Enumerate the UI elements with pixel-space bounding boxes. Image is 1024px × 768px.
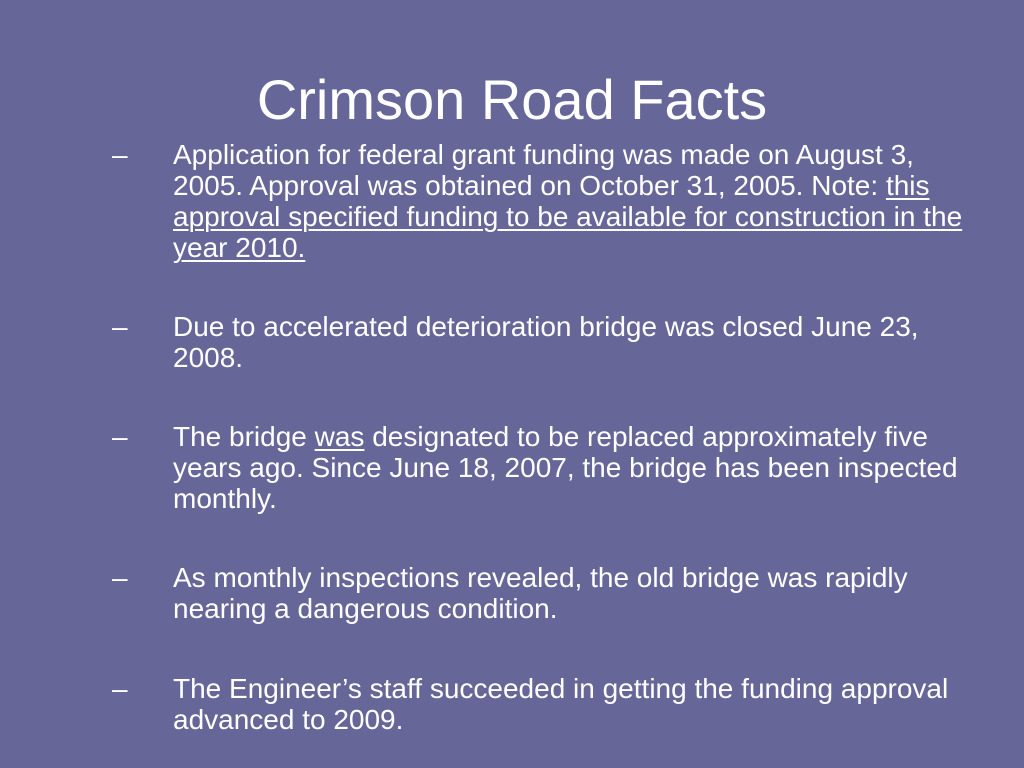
- bullet-text-segment: Due to accelerated deterioration bridge was closed June 23, 2008.: [173, 311, 919, 373]
- bullet-dash: –: [112, 673, 128, 704]
- bullet-text: [173, 673, 968, 735]
- bullet-text: [173, 562, 968, 624]
- bullet-dash: –: [112, 562, 128, 593]
- slide-title: Crimson Road Facts: [256, 68, 768, 131]
- bullet-text-segment: The bridge: [173, 421, 315, 452]
- bullet-text-segment: designated to be replaced approximately five years ago. Since June 18, 2007, the bridge has been inspected monthly.: [173, 421, 958, 514]
- bullet-text-segment: The Engineer’s staff succeeded in getting the funding approval advanced to 2009.: [173, 673, 949, 735]
- underlined-text-segment: this approval specified funding to be available for construction in the year 2010.: [173, 170, 963, 263]
- bullet-text: [173, 311, 968, 373]
- bullet-text-segment: As monthly inspections revealed, the old bridge was rapidly nearing a dangerous condition.: [173, 562, 908, 624]
- bullet-text-segment: Application for federal grant funding was made on August 3, 2005. Approval was obtained on October 31, 2005. Note:: [173, 139, 914, 201]
- bullet-dash: –: [112, 311, 128, 342]
- underlined-text-segment: was: [314, 421, 365, 452]
- bullet-text: [173, 421, 968, 514]
- bullet-dash: –: [112, 139, 128, 170]
- bullet-dash: –: [112, 421, 128, 452]
- bullet-text: [173, 139, 968, 263]
